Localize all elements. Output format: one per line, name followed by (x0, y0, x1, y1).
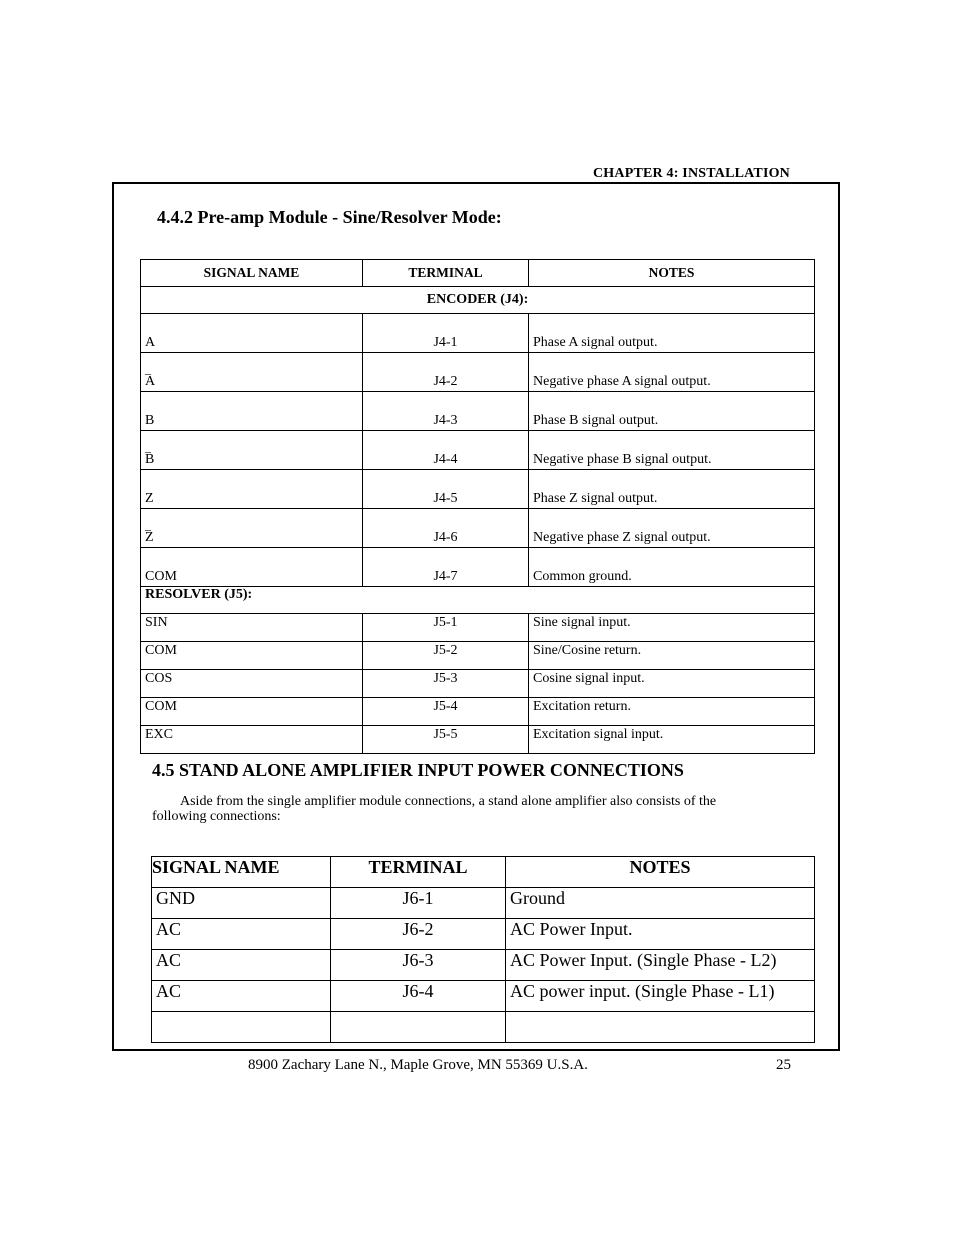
column-header-terminal: TERMINAL (331, 857, 506, 888)
group-row-encoder (141, 287, 815, 314)
table-header-row (152, 857, 815, 888)
column-header-signal-name: SIGNAL NAME (152, 857, 331, 888)
signal-name-cell (141, 392, 363, 431)
overbar-mark: _ (145, 518, 151, 532)
signal-name: A (145, 374, 156, 389)
terminal-cell: J6-4 (331, 981, 506, 1012)
intro-paragraph (152, 794, 792, 824)
table-row (141, 509, 815, 548)
terminal-cell (331, 1012, 506, 1043)
paragraph-line-2: following connections: (152, 809, 281, 824)
table-row (141, 353, 815, 392)
signal-name-cell: AC (152, 919, 331, 950)
notes-cell (506, 1012, 815, 1043)
table-row (141, 698, 815, 726)
terminal-cell: J4-5 (363, 470, 529, 509)
notes-cell: Phase Z signal output. (529, 470, 815, 509)
power-connections-table (151, 856, 815, 1043)
signal-name: B (145, 413, 155, 428)
table-row (152, 981, 815, 1012)
signal-name: Z (145, 491, 154, 506)
terminal-cell: J4-4 (363, 431, 529, 470)
pre-amp-signal-table (140, 259, 815, 754)
signal-name-cell: COS (141, 670, 363, 698)
terminal-cell: J5-2 (363, 642, 529, 670)
terminal-cell: J6-3 (331, 950, 506, 981)
signal-name-cell (141, 314, 363, 353)
table-header-row (141, 260, 815, 287)
column-header-notes: NOTES (529, 260, 815, 287)
signal-name-cell: AC (152, 981, 331, 1012)
terminal-cell: J4-3 (363, 392, 529, 431)
terminal-cell: J4-2 (363, 353, 529, 392)
notes-cell: AC power input. (Single Phase - L1) (506, 981, 815, 1012)
notes-cell: AC Power Input. (Single Phase - L2) (506, 950, 815, 981)
column-header-signal-name: SIGNAL NAME (141, 260, 363, 287)
terminal-cell: J4-6 (363, 509, 529, 548)
signal-name: A (145, 335, 156, 350)
signal-name-cell (152, 1012, 331, 1043)
table-row (141, 670, 815, 698)
page-number: 25 (776, 1057, 791, 1073)
terminal-cell: J5-4 (363, 698, 529, 726)
table-row (141, 314, 815, 353)
signal-name-cell: COM (141, 698, 363, 726)
notes-cell: Excitation return. (529, 698, 815, 726)
notes-cell: Sine/Cosine return. (529, 642, 815, 670)
section-title-power-connections: 4.5 STAND ALONE AMPLIFIER INPUT POWER CONNECTIONS (152, 760, 684, 780)
table-row (141, 392, 815, 431)
terminal-cell: J6-1 (331, 888, 506, 919)
notes-cell: Ground (506, 888, 815, 919)
table-row (141, 470, 815, 509)
paragraph-line-1: Aside from the single amplifier module connections, a stand alone amplifier also consists of the (180, 794, 717, 809)
terminal-cell: J5-1 (363, 614, 529, 642)
signal-name-cell: GND (152, 888, 331, 919)
notes-cell: Negative phase B signal output. (529, 431, 815, 470)
group-label-encoder: ENCODER (J4): (141, 287, 815, 314)
signal-name-cell (141, 353, 363, 392)
table-row (152, 888, 815, 919)
notes-cell: Sine signal input. (529, 614, 815, 642)
table-row (141, 642, 815, 670)
column-header-terminal: TERMINAL (363, 260, 529, 287)
signal-name-cell: SIN (141, 614, 363, 642)
signal-name-cell (141, 431, 363, 470)
group-row-resolver (141, 587, 815, 614)
terminal-cell: J4-7 (363, 548, 529, 587)
table-row (141, 614, 815, 642)
notes-cell: AC Power Input. (506, 919, 815, 950)
table-row (141, 548, 815, 587)
signal-name-cell: COM (141, 642, 363, 670)
table-row (141, 726, 815, 754)
overbar-mark: _ (145, 440, 151, 454)
column-header-notes: NOTES (506, 857, 815, 888)
signal-name: B (145, 452, 155, 467)
notes-cell: Negative phase Z signal output. (529, 509, 815, 548)
section-title-pre-amp: 4.4.2 Pre-amp Module - Sine/Resolver Mode: (157, 207, 502, 227)
terminal-cell: J5-5 (363, 726, 529, 754)
table-row (152, 1012, 815, 1043)
notes-cell: Common ground. (529, 548, 815, 587)
signal-name: Z (145, 530, 154, 545)
terminal-cell: J5-3 (363, 670, 529, 698)
terminal-cell: J4-1 (363, 314, 529, 353)
signal-name-cell: EXC (141, 726, 363, 754)
table-row (152, 919, 815, 950)
overbar-mark: _ (145, 362, 151, 376)
notes-cell: Cosine signal input. (529, 670, 815, 698)
notes-cell: Phase A signal output. (529, 314, 815, 353)
table-row (152, 950, 815, 981)
table-row (141, 431, 815, 470)
signal-name: COM (145, 569, 177, 584)
signal-name-cell (141, 470, 363, 509)
notes-cell: Phase B signal output. (529, 392, 815, 431)
signal-name-cell (141, 548, 363, 587)
terminal-cell: J6-2 (331, 919, 506, 950)
signal-name-cell: AC (152, 950, 331, 981)
notes-cell: Negative phase A signal output. (529, 353, 815, 392)
signal-name-cell (141, 509, 363, 548)
notes-cell: Excitation signal input. (529, 726, 815, 754)
chapter-header: CHAPTER 4: INSTALLATION (593, 166, 790, 181)
footer-address: 8900 Zachary Lane N., Maple Grove, MN 55369 U.S.A. (248, 1057, 588, 1073)
group-label-resolver: RESOLVER (J5): (141, 587, 815, 614)
